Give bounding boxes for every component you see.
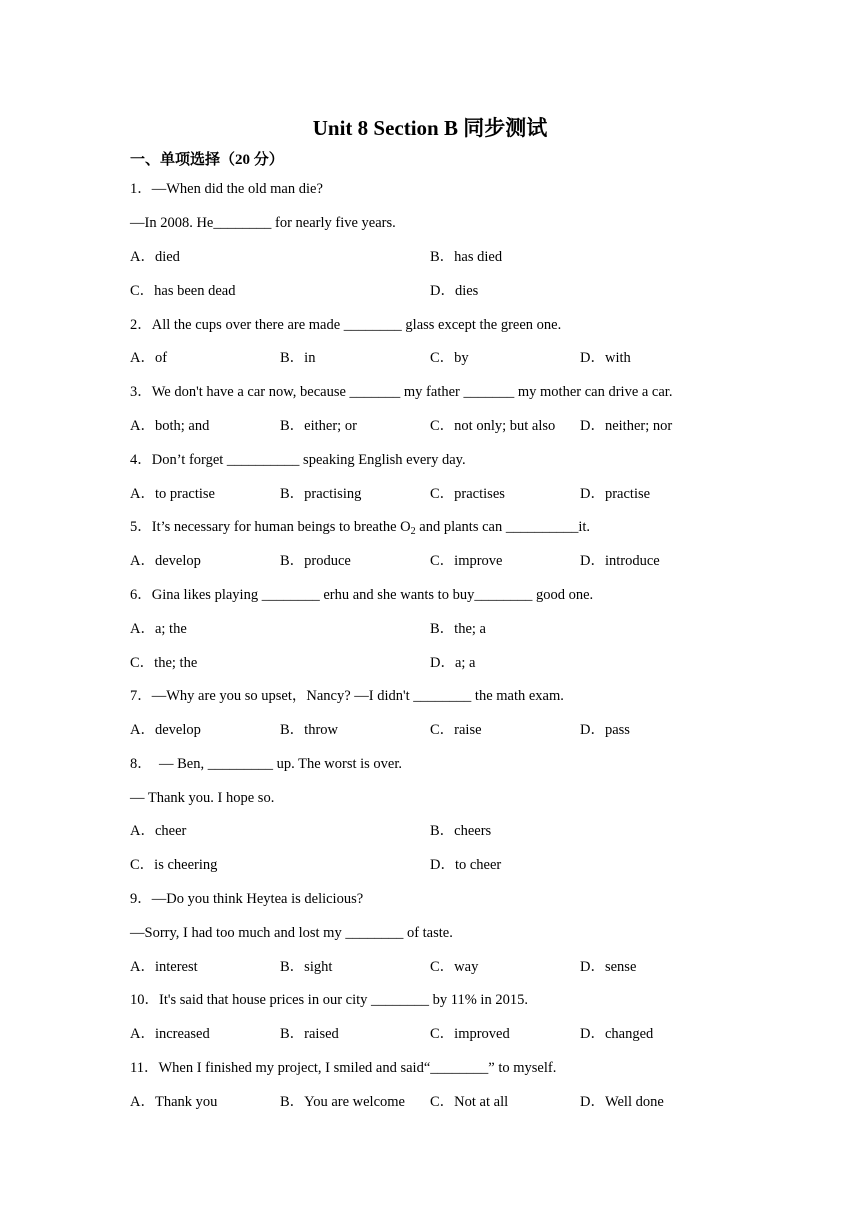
question-6-option-b: B．the; a <box>430 621 486 637</box>
question-11-option-b: B．You are welcome <box>280 1094 405 1110</box>
subscript-2: 2 <box>410 526 416 537</box>
question-11-option-c: C．Not at all <box>430 1094 509 1110</box>
question-9-stem-line-2: —Sorry, I had too much and lost my ________ of taste. <box>130 925 453 941</box>
question-8-stem: 8． — Ben, _________ up. The worst is over. <box>130 756 402 772</box>
question-2-option-c: C．by <box>430 350 469 366</box>
question-3-option-c: C．not only; but also <box>430 418 556 434</box>
question-3-option-a: A．both; and <box>130 418 210 434</box>
question-9-option-a: A．interest <box>130 959 198 975</box>
question-10-option-c: C．improved <box>430 1026 510 1042</box>
question-10-option-d: D．changed <box>580 1026 654 1042</box>
question-5-stem-part-1: 5．It’s necessary for human beings to breathe O <box>130 519 411 535</box>
question-4-option-c: C．practises <box>430 486 505 502</box>
question-6-stem: 6．Gina likes playing ________ erhu and she wants to buy________ good one. <box>130 587 594 603</box>
question-11-stem: 11．When I finished my project, I smiled and said“________” to myself. <box>130 1060 557 1076</box>
question-6-option-c: C．the; the <box>130 655 198 671</box>
question-1-option-b: B．has died <box>430 249 503 265</box>
question-1-option-c: C．has been dead <box>130 283 236 299</box>
question-5-option-c: C．improve <box>430 553 503 569</box>
question-9-option-b: B．sight <box>280 959 333 975</box>
question-5-stem-part-2: and plants can __________it. <box>415 519 591 535</box>
question-10-option-b: B．raised <box>280 1026 339 1042</box>
question-6-option-d: D．a; a <box>430 655 476 671</box>
question-7-option-c: C．raise <box>430 722 482 738</box>
question-1-option-a: A．died <box>130 249 180 265</box>
question-2-option-b: B．in <box>280 350 316 366</box>
page-title: Unit 8 Section B 同步测试 <box>312 116 548 140</box>
question-8-option-a: A．cheer <box>130 823 187 839</box>
question-8-option-b: B．cheers <box>430 823 492 839</box>
question-5-option-b: B．produce <box>280 553 351 569</box>
question-2-option-d: D．with <box>580 350 631 366</box>
question-4-option-a: A．to practise <box>130 486 215 502</box>
question-1-stem-line-2: —In 2008. He________ for nearly five years. <box>130 215 396 231</box>
question-8-option-d: D．to cheer <box>430 857 502 873</box>
question-1-stem: 1．—When did the old man die? <box>130 181 323 197</box>
question-2-stem: 2．All the cups over there are made ________ glass except the green one. <box>130 317 562 333</box>
question-9-stem: 9．—Do you think Heytea is delicious? <box>130 891 364 907</box>
question-5-stem <box>130 516 590 543</box>
question-8-stem-line-2: — Thank you. I hope so. <box>130 790 275 806</box>
question-7-option-a: A．develop <box>130 722 201 738</box>
question-1-option-d: D．dies <box>430 283 479 299</box>
question-8-option-c: C．is cheering <box>130 857 218 873</box>
question-10-option-a: A．increased <box>130 1026 210 1042</box>
question-9-option-d: D．sense <box>580 959 637 975</box>
question-5-option-a: A．develop <box>130 553 201 569</box>
question-3-option-b: B．either; or <box>280 418 357 434</box>
question-7-option-d: D．pass <box>580 722 630 738</box>
question-11-option-a: A．Thank you <box>130 1094 218 1110</box>
question-7-option-b: B．throw <box>280 722 338 738</box>
question-5-option-d: D．introduce <box>580 553 660 569</box>
question-3-option-d: D．neither; nor <box>580 418 673 434</box>
question-6-option-a: A．a; the <box>130 621 187 637</box>
section-heading: 一、单项选择（20 分） <box>130 152 284 168</box>
question-4-option-b: B．practising <box>280 486 362 502</box>
question-10-stem: 10．It's said that house prices in our city ________ by 11% in 2015. <box>130 992 528 1008</box>
question-9-option-c: C．way <box>430 959 479 975</box>
question-7-stem: 7．—Why are you so upset，Nancy? —I didn't ________ the math exam. <box>130 688 564 704</box>
question-3-stem: 3．We don't have a car now, because _______ my father _______ my mother can drive a car. <box>130 384 673 400</box>
question-2-option-a: A．of <box>130 350 168 366</box>
question-4-stem: 4．Don’t forget __________ speaking English every day. <box>130 452 466 468</box>
question-4-option-d: D．practise <box>580 486 651 502</box>
question-11-option-d: D．Well done <box>580 1094 664 1110</box>
